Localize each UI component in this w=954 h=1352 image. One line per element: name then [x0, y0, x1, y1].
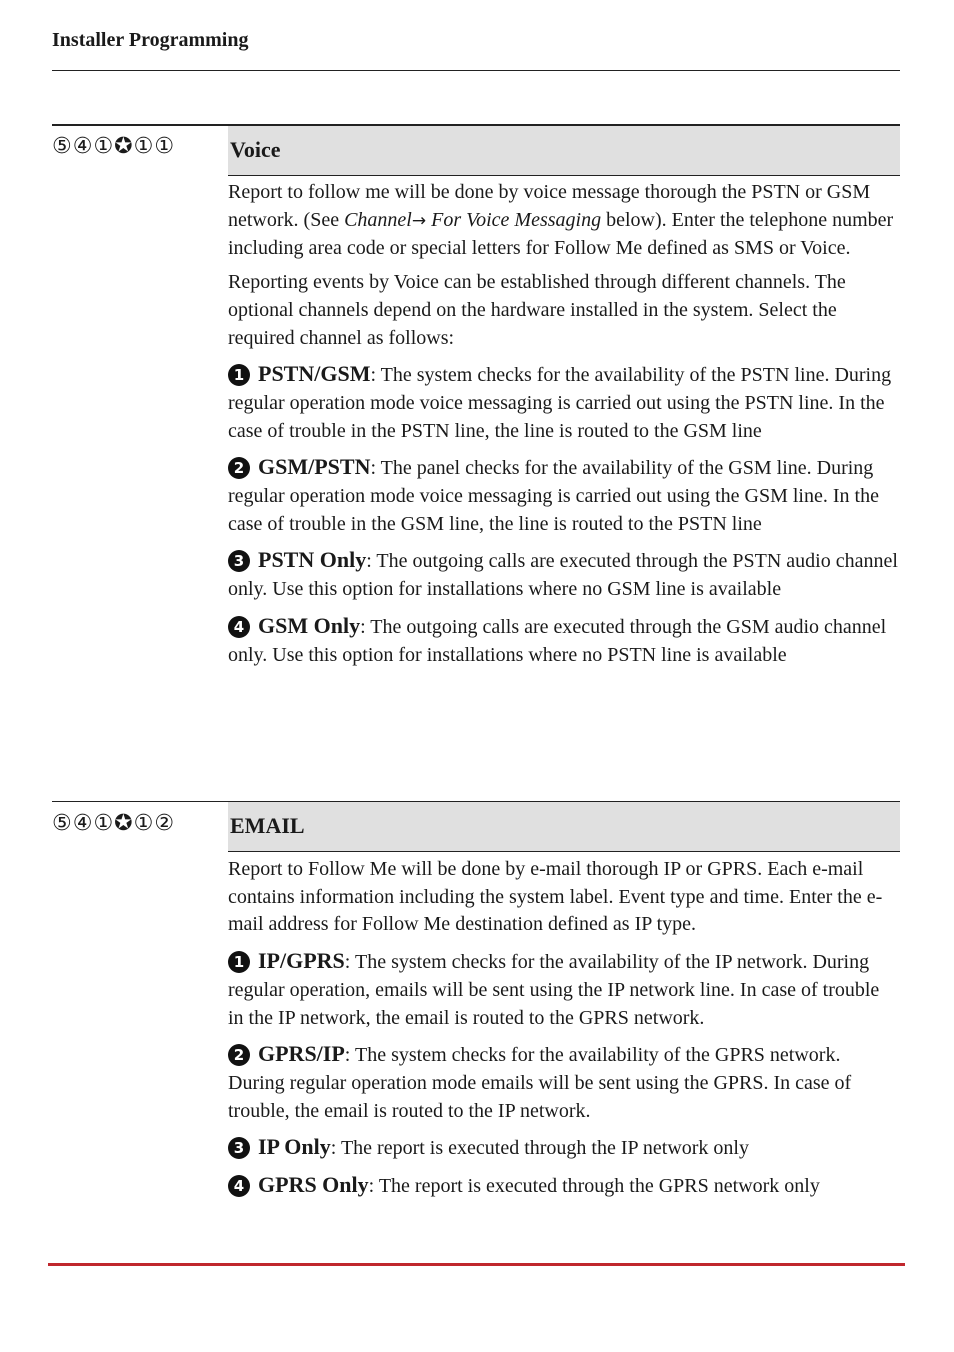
- email-option-2-desc: : The system checks for the availability of the GPRS network. During regular operation mode emails will be sent using the GPRS. In case of trouble, the email is routed to the IP network.: [228, 1044, 852, 1122]
- number-4-icon: 4: [228, 1175, 250, 1197]
- voice-option-4-name: GSM Only: [258, 612, 361, 638]
- voice-intro-messaging-ref: For Voice Messaging: [431, 208, 602, 231]
- page-header-title: Installer Programming: [52, 29, 249, 51]
- section-voice-title: Voice: [230, 137, 281, 162]
- email-option-2: [228, 1040, 898, 1125]
- section-voice-title-band: [228, 126, 900, 176]
- header-divider: [52, 70, 900, 71]
- email-option-3-name: IP Only: [258, 1134, 331, 1160]
- voice-channels-paragraph: Reporting events by Voice can be established through different channels. The optional channels depend on the hardware installed in the system. Select the required channel as follows:: [228, 271, 846, 349]
- number-4-icon: 4: [228, 616, 250, 638]
- voice-option-2-desc: : The panel checks for the availability of the GSM line. During regular operation mode voice messaging is carried out using the GSM line. In the case of trouble in the GSM line, the line is routed to the PSTN line: [228, 457, 879, 535]
- voice-option-2-name: GSM/PSTN: [258, 454, 371, 480]
- voice-option-4: [228, 612, 898, 669]
- section-voice-code: ⑤④①✪①①: [52, 134, 176, 159]
- number-1-icon: 1: [228, 951, 250, 973]
- email-option-1: [228, 947, 898, 1032]
- section-email-body: [228, 856, 898, 1209]
- voice-intro-paragraph: [228, 179, 898, 263]
- email-option-4: [228, 1171, 898, 1201]
- section-voice-body: [228, 179, 898, 677]
- number-3-icon: 3: [228, 550, 250, 572]
- voice-intro-text-end: below). Enter the telephone number including area code or special letters for Follow Me defined as SMS or Voice.: [228, 208, 894, 260]
- number-2-icon: 2: [228, 457, 250, 479]
- voice-intro-text: Report to follow me will be done by voice message thorough the PSTN or GSM network. (See: [228, 181, 871, 231]
- voice-option-1-desc: : The system checks for the availability of the PSTN line. During regular operation mode voice messaging is carried out using the PSTN line. In the case of trouble in the PSTN line, the line is routed to the GSM line: [228, 364, 892, 442]
- number-2-icon: 2: [228, 1044, 250, 1066]
- voice-option-4-desc: : The outgoing calls are executed through the GSM audio channel only. Use this option for installations where no PSTN line is available: [228, 615, 887, 666]
- section-email-title-band: [228, 802, 900, 852]
- footer-divider: [48, 1263, 905, 1266]
- email-option-4-desc: : The report is executed through the GPRS network only: [368, 1175, 820, 1198]
- section-email-title: EMAIL: [230, 813, 305, 838]
- number-3-icon: 3: [228, 1137, 250, 1159]
- email-option-1-desc: : The system checks for the availability of the IP network. During regular operation, emails will be sent using the IP network line. In case of trouble in the IP network, the email is routed to the GPRS network.: [228, 951, 880, 1029]
- email-option-3-desc: : The report is executed through the IP network only: [330, 1137, 749, 1160]
- email-option-2-name: GPRS/IP: [258, 1041, 345, 1067]
- right-arrow-icon: →: [411, 210, 427, 231]
- voice-option-2: [228, 453, 898, 538]
- email-option-4-name: GPRS Only: [258, 1172, 369, 1198]
- email-option-1-name: IP/GPRS: [258, 948, 345, 974]
- voice-intro-channel-ref: Channel: [344, 208, 412, 231]
- voice-option-1-name: PSTN/GSM: [258, 361, 371, 387]
- voice-option-1: [228, 360, 898, 445]
- voice-option-3: [228, 546, 898, 603]
- voice-option-3-name: PSTN Only: [258, 547, 367, 573]
- voice-option-3-desc: : The outgoing calls are executed through the PSTN audio channel only. Use this option for installations where no GSM line is available: [228, 550, 898, 601]
- email-option-3: [228, 1133, 898, 1163]
- section-email-code: ⑤④①✪①②: [52, 811, 176, 836]
- number-1-icon: 1: [228, 364, 250, 386]
- email-intro-paragraph: Report to Follow Me will be done by e-mail thorough IP or GPRS. Each e-mail contains information including the system label. Event type and time. Enter the e-mail address for Follow Me destination defined as IP type.: [228, 858, 883, 936]
